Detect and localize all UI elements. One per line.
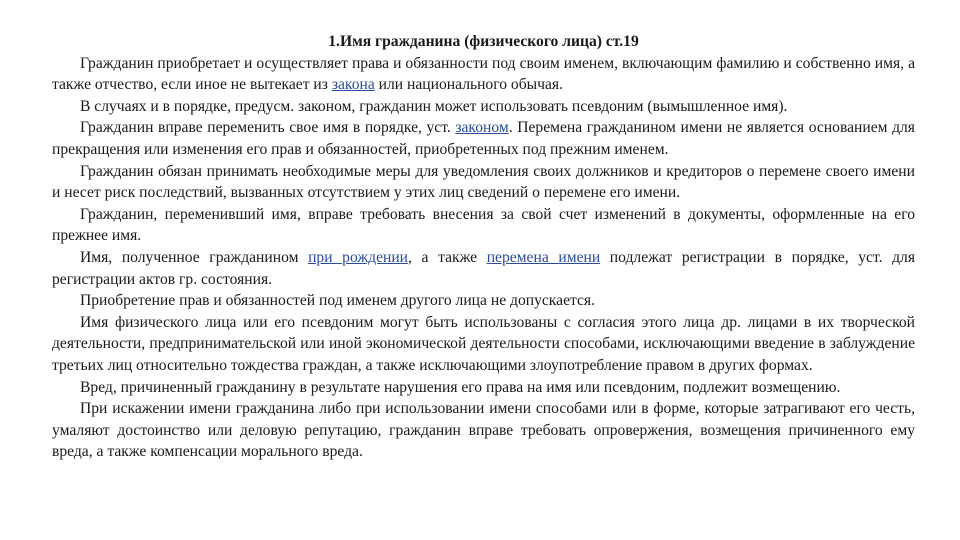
birth-link[interactable]: при рождении: [308, 248, 409, 266]
paragraph-text: или национального обычая.: [374, 76, 563, 94]
paragraph-text: Гражданин приобретает и осуществляет права и обязанности под своим именем, включающим фамилию и собственно имя, а также отчество, если иное не вытекает из: [52, 54, 915, 94]
paragraph-distortion: При искажении имени гражданина либо при использовании имени способами или в форме, которые затрагивают его честь, умаляют достоинство или деловую репутацию, гражданин вправе требовать опровержения, возмещения причиненного ему вреда, а также компенсации морального вреда.: [52, 400, 915, 461]
document-page: [52, 31, 915, 463]
paragraph-text: . Перемена гражданином имени не является основанием для прекращения или изменения его прав и обязанностей, приобретенных под прежним именем.: [52, 119, 915, 158]
paragraph-use-by-others: Имя физического лица или его псевдоним могут быть использованы с согласия этого лица др. лицами в их творческой деятельности, предпринимательской или иной экономической деятельности способами, исключающими введение в заблуждение третьих лиц относительно тождества граждан, а также исключающими злоупотребление правом в других формах.: [52, 313, 915, 374]
name-change-link[interactable]: перемена имени: [486, 248, 601, 266]
paragraph-text: Гражданин вправе переменить свое имя в порядке, уст.: [80, 119, 456, 137]
paragraph-text: подлежат регистрации в порядке, уст. для регистрации актов гр. состояния.: [52, 248, 915, 288]
document-title: 1.Имя гражданина (физического лица) ст.19: [328, 33, 639, 50]
paragraph-documents: Гражданин, переменивший имя, вправе требовать внесения за свой счет изменений в документы, оформленные на его прежнее имя.: [52, 205, 915, 245]
law-link[interactable]: законом: [455, 119, 509, 137]
paragraph-text: , а также: [408, 248, 487, 266]
law-link[interactable]: закона: [331, 76, 375, 94]
paragraph-text: Имя, полученное гражданином: [80, 248, 309, 266]
paragraph-pseudonym: В случаях и в порядке, предусм. законом, гражданин может использовать псевдоним (вымышленное имя).: [80, 97, 788, 115]
paragraph-notification: Гражданин обязан принимать необходимые меры для уведомления своих должников и кредиторов о перемене своего имени и несет риск последствий, вызванных отсутствием у этих лиц сведений о перемене его имени.: [52, 162, 915, 202]
paragraph-harm: Вред, причиненный гражданину в результате нарушения его права на имя или псевдоним, подлежит возмещению.: [80, 378, 841, 396]
paragraph-name-rights: [52, 53, 915, 96]
paragraph-name-change: [52, 117, 915, 160]
paragraph-prohibition: Приобретение прав и обязанностей под именем другого лица не допускается.: [80, 292, 595, 310]
paragraph-registration: [52, 247, 915, 290]
